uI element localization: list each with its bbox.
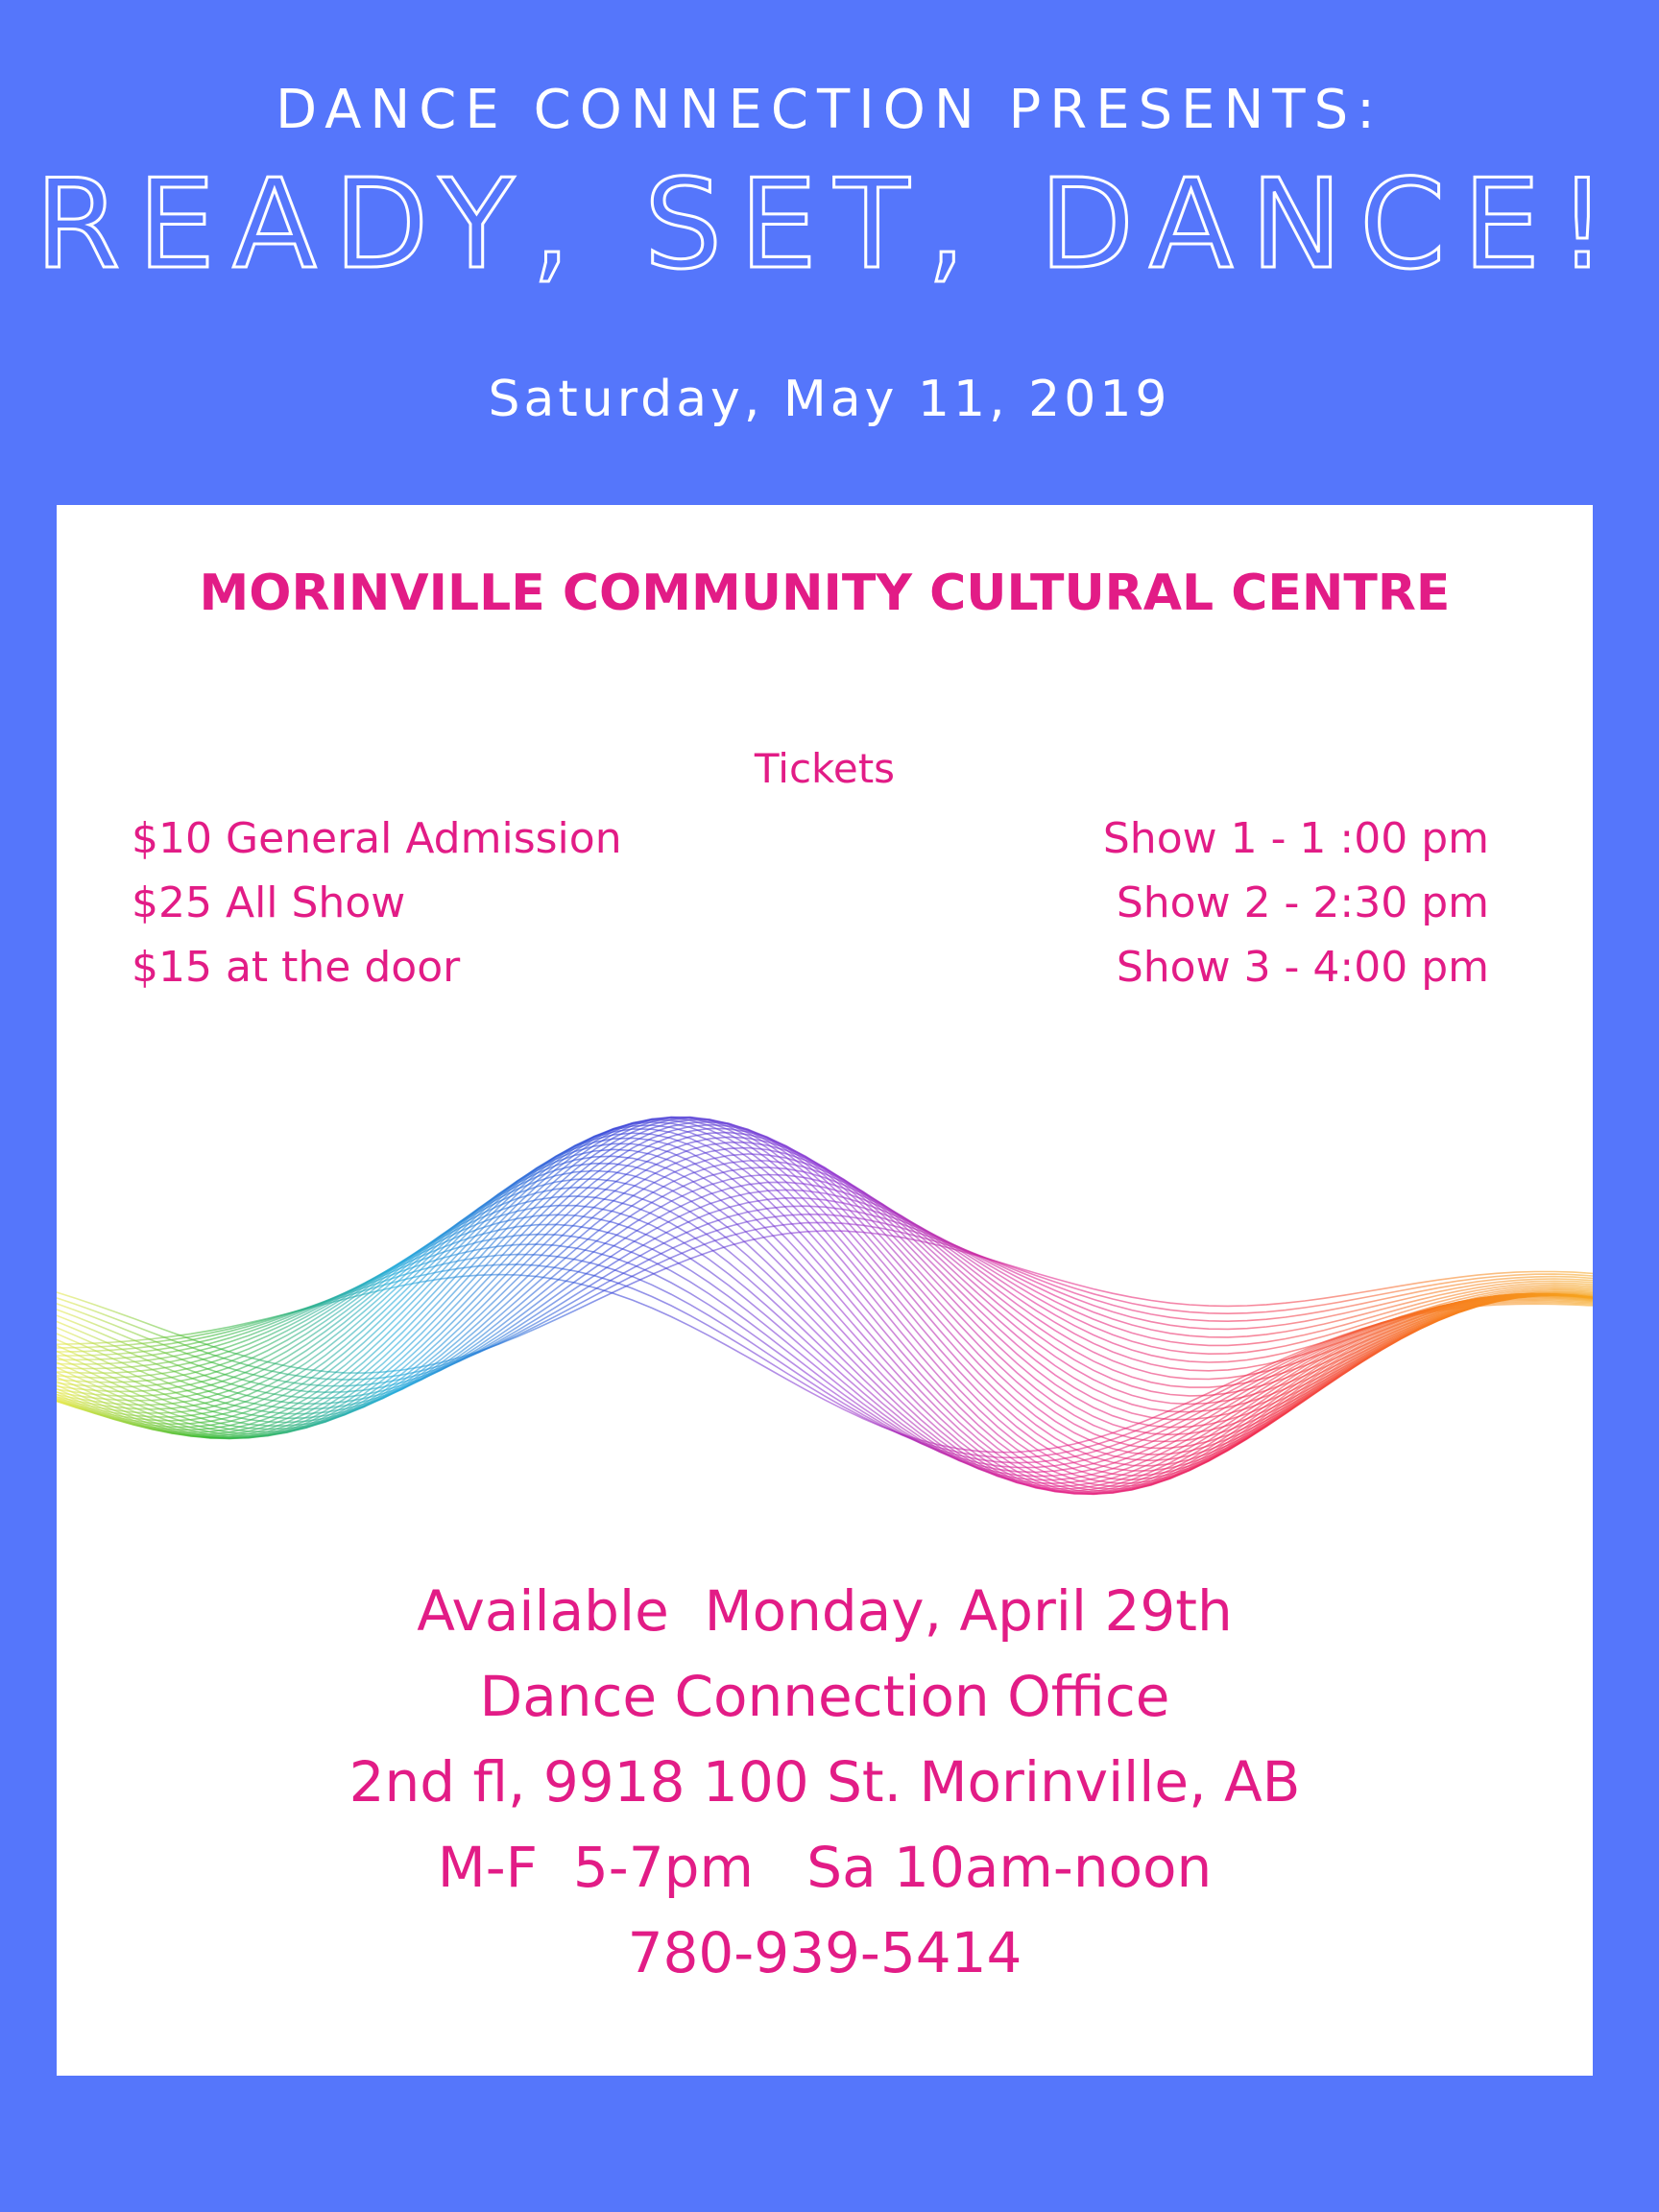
availability-date: Available Monday, April 29th [417, 1578, 1233, 1644]
info-card [57, 505, 1593, 2076]
wave-strand [57, 1188, 1593, 1489]
event-date: Saturday, May 11, 2019 [488, 371, 1171, 428]
office-name: Dance Connection Office [479, 1664, 1170, 1729]
wave-strand [57, 1206, 1593, 1392]
show-time: Show 3 - 4:00 pm [1116, 943, 1489, 992]
wave-strand [57, 1143, 1593, 1494]
tickets-heading: Tickets [754, 745, 896, 792]
office-address: 2nd fl, 9918 100 St. Morinville, AB [349, 1749, 1301, 1815]
ticket-price: $10 General Admission [132, 814, 622, 863]
show-times [817, 806, 1489, 999]
office-hours: M-F 5-7pm Sa 10am-noon [437, 1835, 1213, 1900]
venue-name: MORINVILLE COMMUNITY CULTURAL CENTRE [199, 565, 1451, 622]
presents-heading: DANCE CONNECTION PRESENTS: [275, 79, 1384, 141]
availability-info [57, 1569, 1593, 1996]
ticket-prices [132, 806, 804, 999]
wave-strand [57, 1154, 1593, 1426]
wave-lines [57, 1118, 1593, 1495]
phone-number: 780-939-5414 [627, 1920, 1022, 1985]
show-time: Show 2 - 2:30 pm [1116, 878, 1489, 927]
ticket-price: $15 at the door [132, 943, 461, 992]
show-time: Show 1 - 1 :00 pm [1102, 814, 1489, 863]
rainbow-wave-image [57, 1081, 1593, 1523]
event-title: READY, SET, DANCE! [35, 154, 1624, 297]
wave-strand [57, 1175, 1593, 1414]
ticket-price: $25 All Show [132, 878, 406, 927]
